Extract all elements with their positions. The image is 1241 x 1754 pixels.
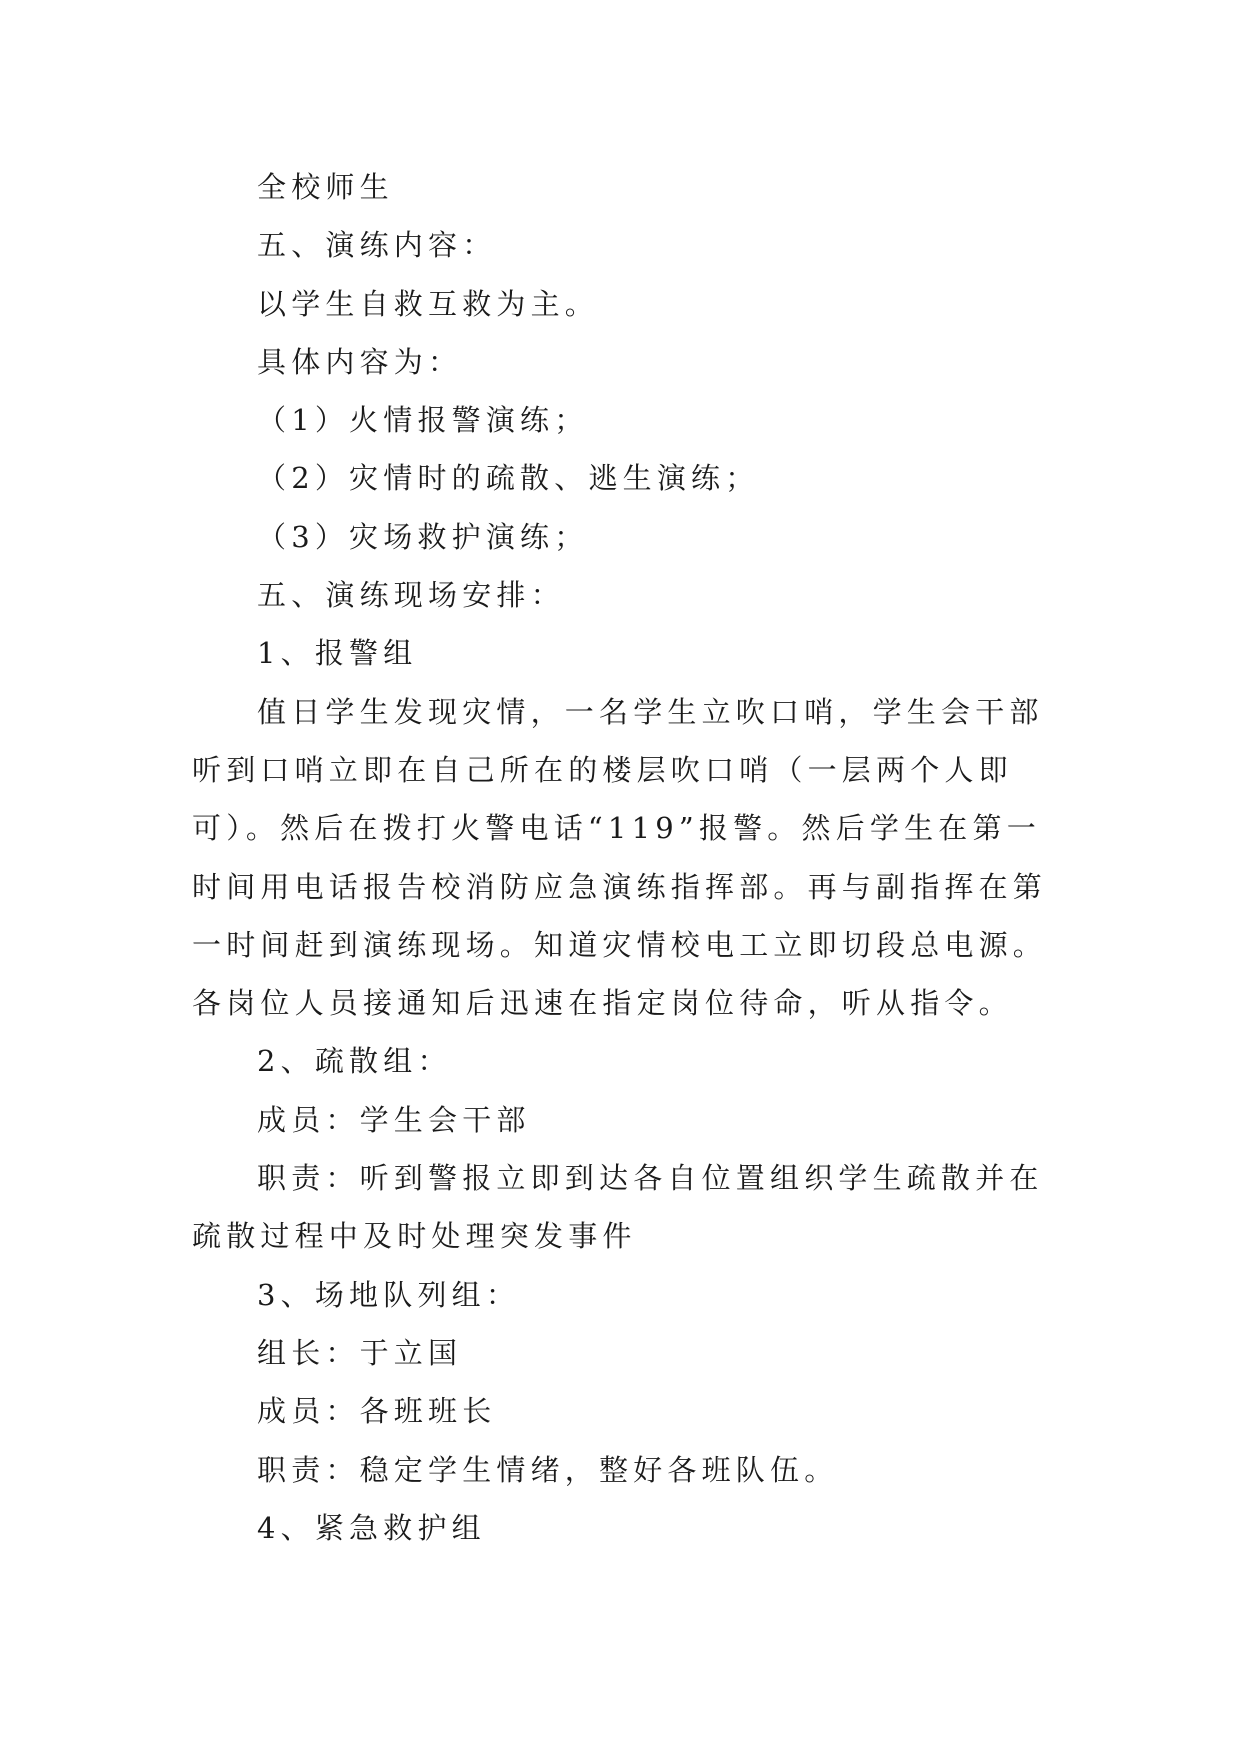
heading-emergency-rescue-group: 4、紧急救护组 — [257, 1510, 486, 1545]
paragraph-self-rescue: 以学生自救互救为主。 — [257, 286, 600, 321]
list-item-evacuation: （2）灾情时的疏散、逃生演练； — [257, 461, 760, 496]
paragraph-formation-duties: 职责：稳定学生情绪，整好各班队伍。 — [257, 1452, 839, 1487]
heading-drill-content: 五、演练内容： — [257, 228, 497, 263]
heading-evacuation-group: 2、疏散组： — [257, 1044, 452, 1079]
heading-formation-group: 3、场地队列组： — [257, 1277, 521, 1312]
document-body — [192, 158, 1052, 1557]
paragraph-alarm-procedure: 值日学生发现灾情，一名学生立吹口哨，学生会干部听到口哨立即在自己所在的楼层吹口哨（一层两个人即可）。然后在拨打火警电话“119”报警。然后学生在第一时间用电话报告校消防应急演练指挥部。再与副指挥在第一时间赶到演练现场。知道灾情校电工立即切段总电源。各岗位人员接通知后迅速在指定岗位待命，听从指令。 — [192, 694, 1048, 1021]
paragraph-specific-content: 具体内容为： — [257, 344, 463, 379]
paragraph-formation-members: 成员：各班班长 — [257, 1394, 497, 1429]
paragraph-evacuation-duties: 职责：听到警报立即到达各自位置组织学生疏散并在疏散过程中及时处理突发事件 — [192, 1161, 1044, 1254]
list-item-rescue: （3）灾场救护演练； — [257, 519, 589, 554]
paragraph-formation-leader: 组长：于立国 — [257, 1335, 463, 1370]
paragraph-audience: 全校师生 — [257, 170, 394, 204]
list-item-fire-alarm: （1）火情报警演练； — [257, 403, 589, 438]
heading-alarm-group: 1、报警组 — [257, 636, 418, 671]
paragraph-evacuation-members: 成员：学生会干部 — [257, 1102, 531, 1137]
heading-site-arrangement: 五、演练现场安排： — [257, 578, 565, 613]
